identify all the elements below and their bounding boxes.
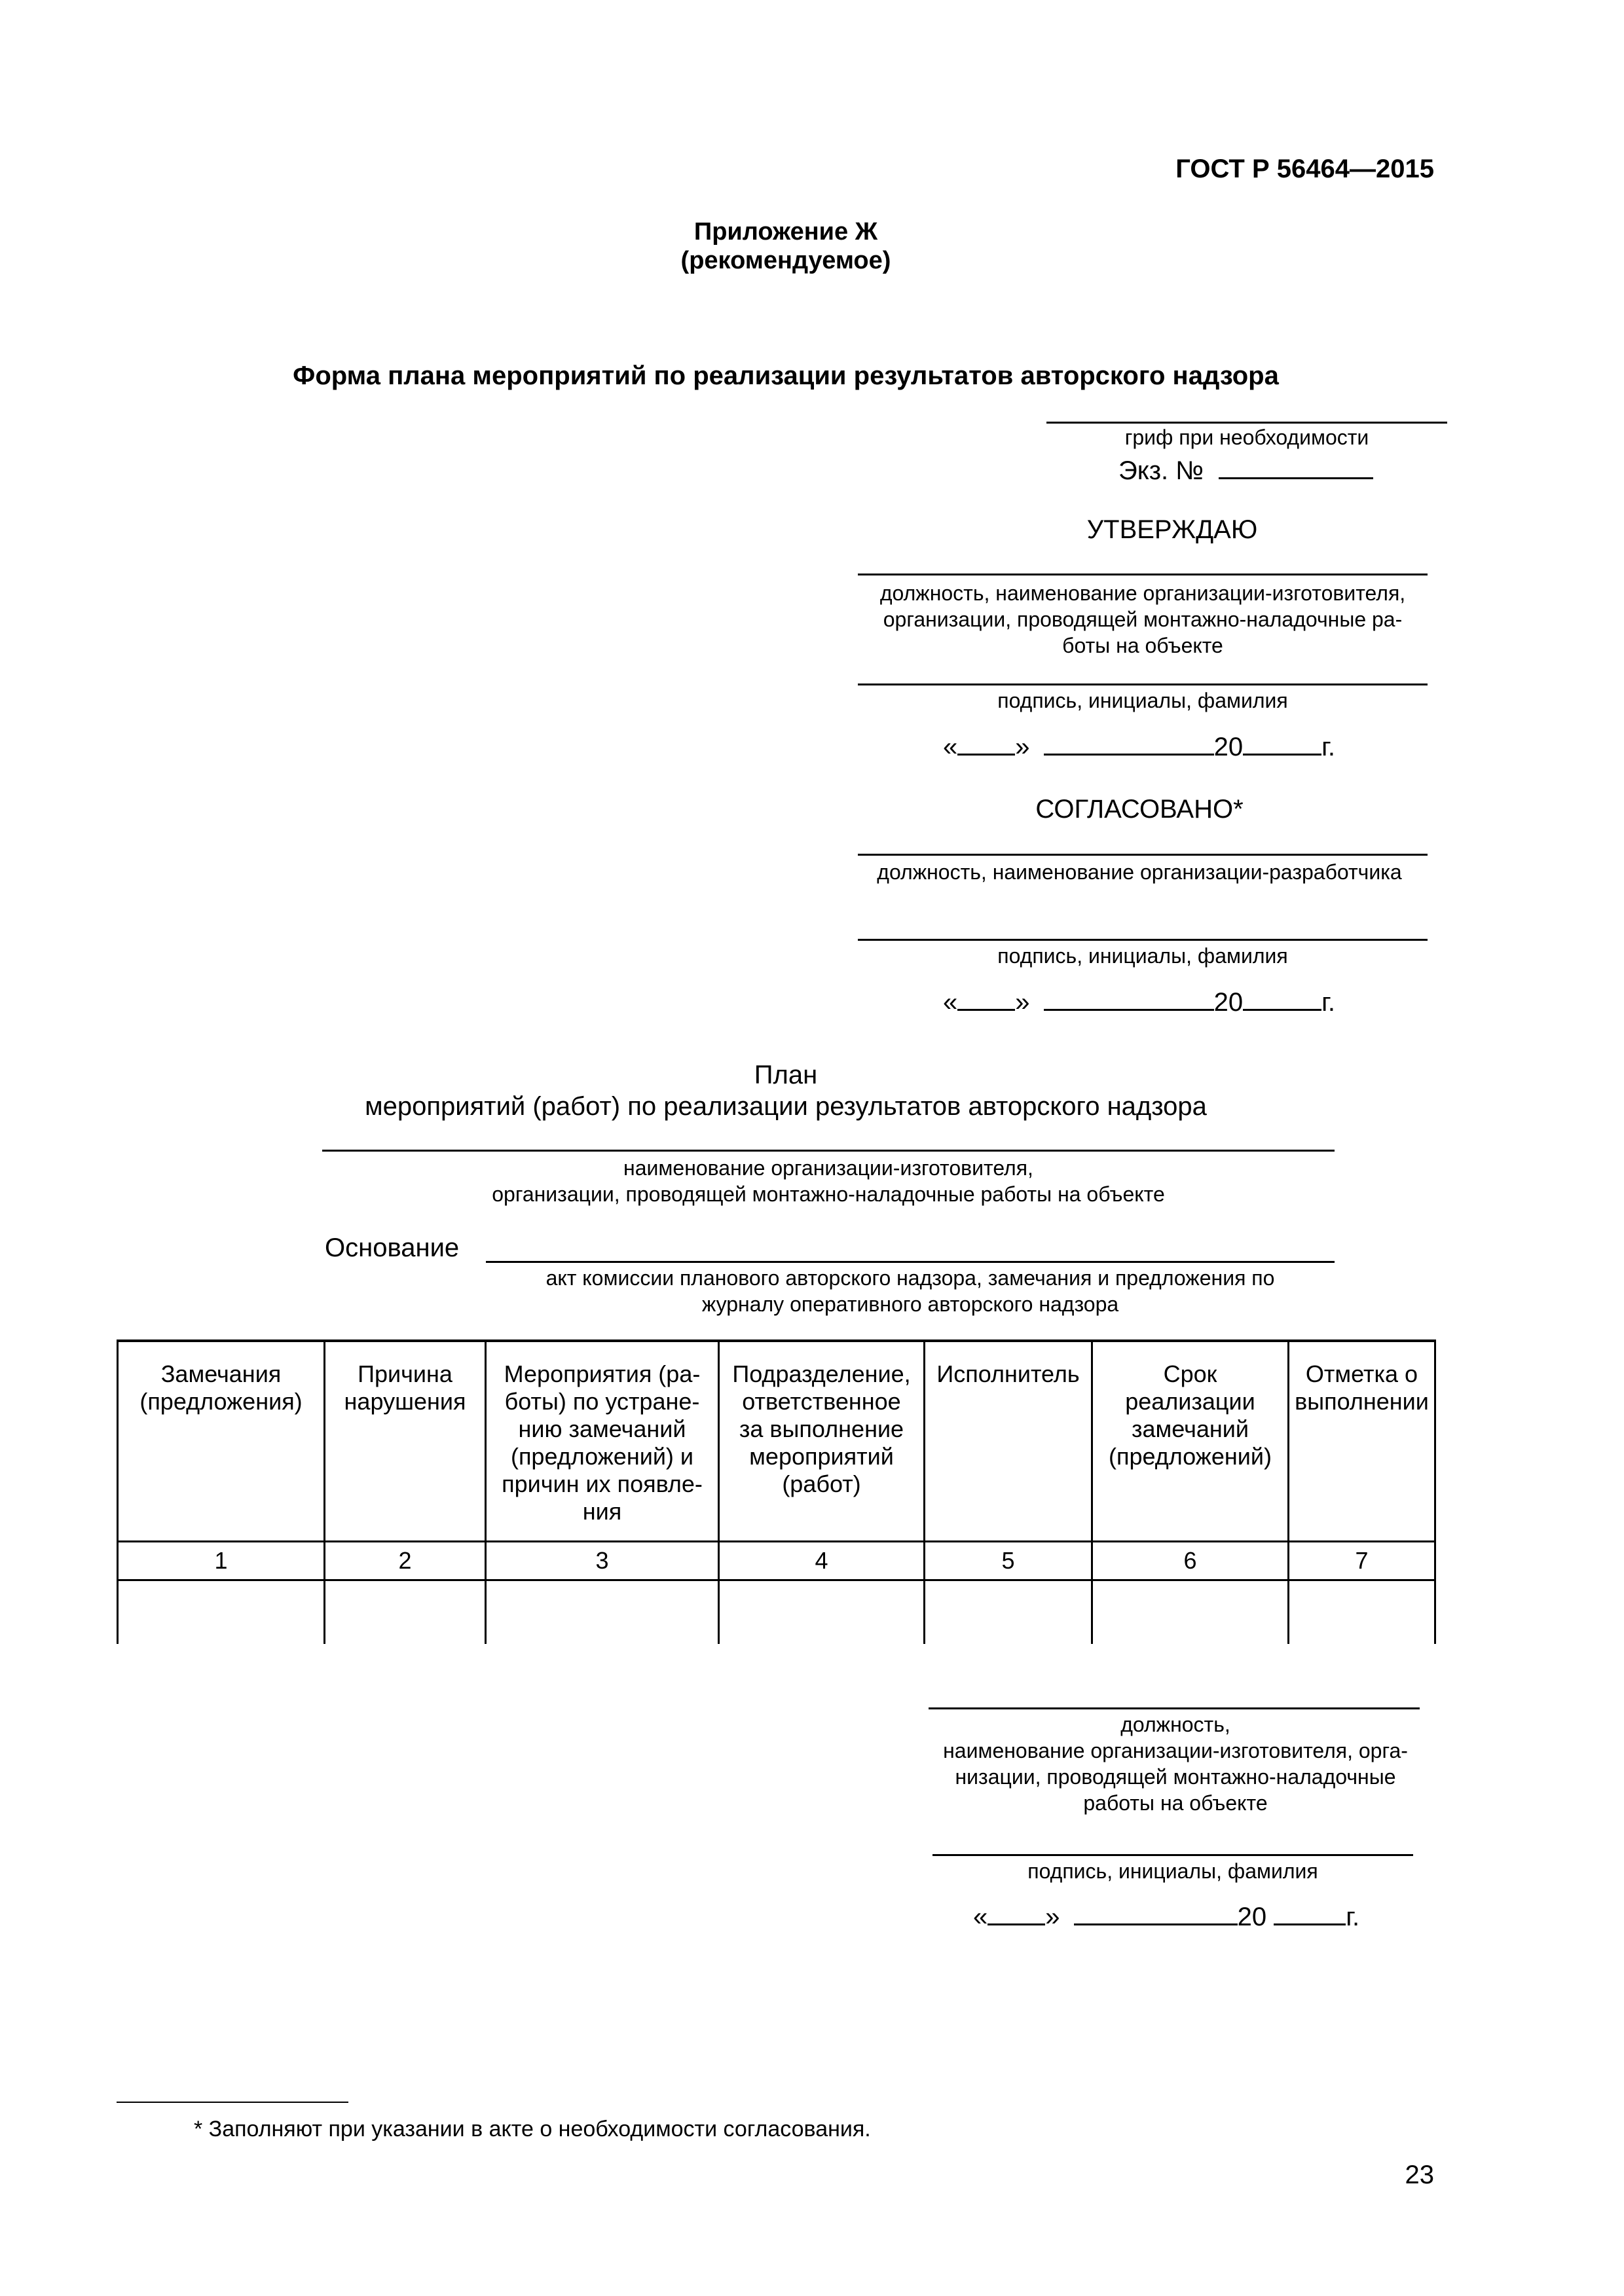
table-cell[interactable] bbox=[118, 1580, 325, 1644]
agree-heading: СОГЛАСОВАНО* bbox=[1035, 795, 1244, 824]
signoff-day-blank[interactable] bbox=[987, 1900, 1045, 1925]
standard-number: ГОСТ Р 56464—2015 bbox=[1175, 155, 1434, 183]
signoff-sign-caption: подпись, инициалы, фамилия bbox=[1027, 1859, 1318, 1883]
copy-number-blank[interactable] bbox=[1219, 454, 1373, 479]
column-number: 3 bbox=[486, 1541, 719, 1580]
org-caption: наименование организации-изготовителя, организации, проводящей монтажно-наладочные работы на объекте bbox=[492, 1156, 1165, 1206]
approve-sign-caption: подпись, инициалы, фамилия bbox=[997, 689, 1288, 712]
column-number: 4 bbox=[719, 1541, 925, 1580]
approve-day-blank[interactable] bbox=[957, 730, 1015, 756]
table-empty-row bbox=[118, 1580, 1435, 1644]
basis-label: Основание bbox=[325, 1233, 460, 1262]
grif-caption: гриф при необходимости bbox=[1124, 426, 1369, 449]
signoff-month-blank[interactable] bbox=[1074, 1900, 1238, 1925]
copy-number-field[interactable] bbox=[1118, 454, 1373, 486]
column-number: 6 bbox=[1092, 1541, 1289, 1580]
basis-caption: акт комиссии планового авторского надзора, замечания и предложения по журналу оперативного авторского надзора bbox=[545, 1266, 1275, 1316]
agree-position-line bbox=[858, 854, 1428, 856]
table-cell[interactable] bbox=[486, 1580, 719, 1644]
approve-year-blank[interactable] bbox=[1243, 730, 1321, 756]
header-cause: Причина нарушения bbox=[325, 1341, 486, 1541]
basis-line[interactable] bbox=[486, 1261, 1335, 1263]
org-line bbox=[322, 1150, 1335, 1152]
footnote-separator bbox=[117, 2102, 348, 2103]
approve-heading: УТВЕРЖДАЮ bbox=[1086, 515, 1258, 544]
approve-date-field[interactable]: « » 20 г. bbox=[943, 730, 1335, 763]
copy-number-label: Экз. № bbox=[1118, 456, 1204, 485]
header-completion-mark: Отметка о выполнении bbox=[1289, 1341, 1435, 1541]
table-cell[interactable] bbox=[1289, 1580, 1435, 1644]
table-cell[interactable] bbox=[719, 1580, 925, 1644]
table-cell[interactable] bbox=[1092, 1580, 1289, 1644]
footnote: * Заполняют при указании в акте о необходимости согласования. bbox=[194, 2117, 871, 2141]
plan-title: План bbox=[754, 1061, 818, 1089]
agree-sign-line bbox=[858, 939, 1428, 941]
plan-subtitle: мероприятий (работ) по реализации результатов авторского надзора bbox=[365, 1092, 1207, 1121]
appendix-title: Приложение Ж bbox=[693, 218, 878, 246]
approve-position-line bbox=[858, 574, 1428, 575]
agree-sign-caption: подпись, инициалы, фамилия bbox=[997, 944, 1288, 968]
agree-day-blank[interactable] bbox=[957, 985, 1015, 1011]
signoff-position-line bbox=[929, 1707, 1420, 1709]
appendix-status: (рекомендуемое) bbox=[680, 247, 891, 274]
signoff-sign-line bbox=[932, 1854, 1413, 1856]
column-number: 5 bbox=[925, 1541, 1092, 1580]
page-number: 23 bbox=[1405, 2160, 1434, 2189]
header-department: Подразделение, ответственное за выполнение мероприятий (работ) bbox=[719, 1341, 925, 1541]
header-remarks: Замечания (предложения) bbox=[118, 1341, 325, 1541]
approve-month-blank[interactable] bbox=[1044, 730, 1214, 756]
header-deadline: Срок реализации замечаний (предложений) bbox=[1092, 1341, 1289, 1541]
signoff-position-caption: должность, наименование организации-изготовителя, орга- низации, проводящей монтажно-наладочные работы на объекте bbox=[943, 1713, 1408, 1815]
column-number: 1 bbox=[118, 1541, 325, 1580]
header-measures: Мероприятия (ра- боты) по устране- нию замечаний (предложений) и причин их появле- ния bbox=[486, 1341, 719, 1541]
agree-position-caption: должность, наименование организации-разработчика bbox=[877, 860, 1402, 884]
form-title: Форма плана мероприятий по реализации результатов авторского надзора bbox=[293, 361, 1279, 390]
table-number-row bbox=[118, 1541, 1435, 1580]
table-cell[interactable] bbox=[925, 1580, 1092, 1644]
agree-year-blank[interactable] bbox=[1243, 985, 1321, 1011]
grif-line bbox=[1046, 422, 1447, 424]
agree-month-blank[interactable] bbox=[1044, 985, 1214, 1011]
signoff-date-field[interactable]: « » 20 г. bbox=[973, 1900, 1359, 1933]
column-number: 2 bbox=[325, 1541, 486, 1580]
approve-position-caption: должность, наименование организации-изготовителя, организации, проводящей монтажно-наладочные ра- боты на объекте bbox=[879, 581, 1406, 657]
header-executor: Исполнитель bbox=[925, 1341, 1092, 1541]
table-cell[interactable] bbox=[325, 1580, 486, 1644]
approve-sign-line bbox=[858, 683, 1428, 685]
column-number: 7 bbox=[1289, 1541, 1435, 1580]
table-header-row bbox=[118, 1341, 1435, 1541]
signoff-year-blank[interactable] bbox=[1274, 1900, 1346, 1925]
agree-date-field[interactable]: « » 20 г. bbox=[943, 985, 1335, 1018]
plan-table bbox=[117, 1339, 1436, 1644]
